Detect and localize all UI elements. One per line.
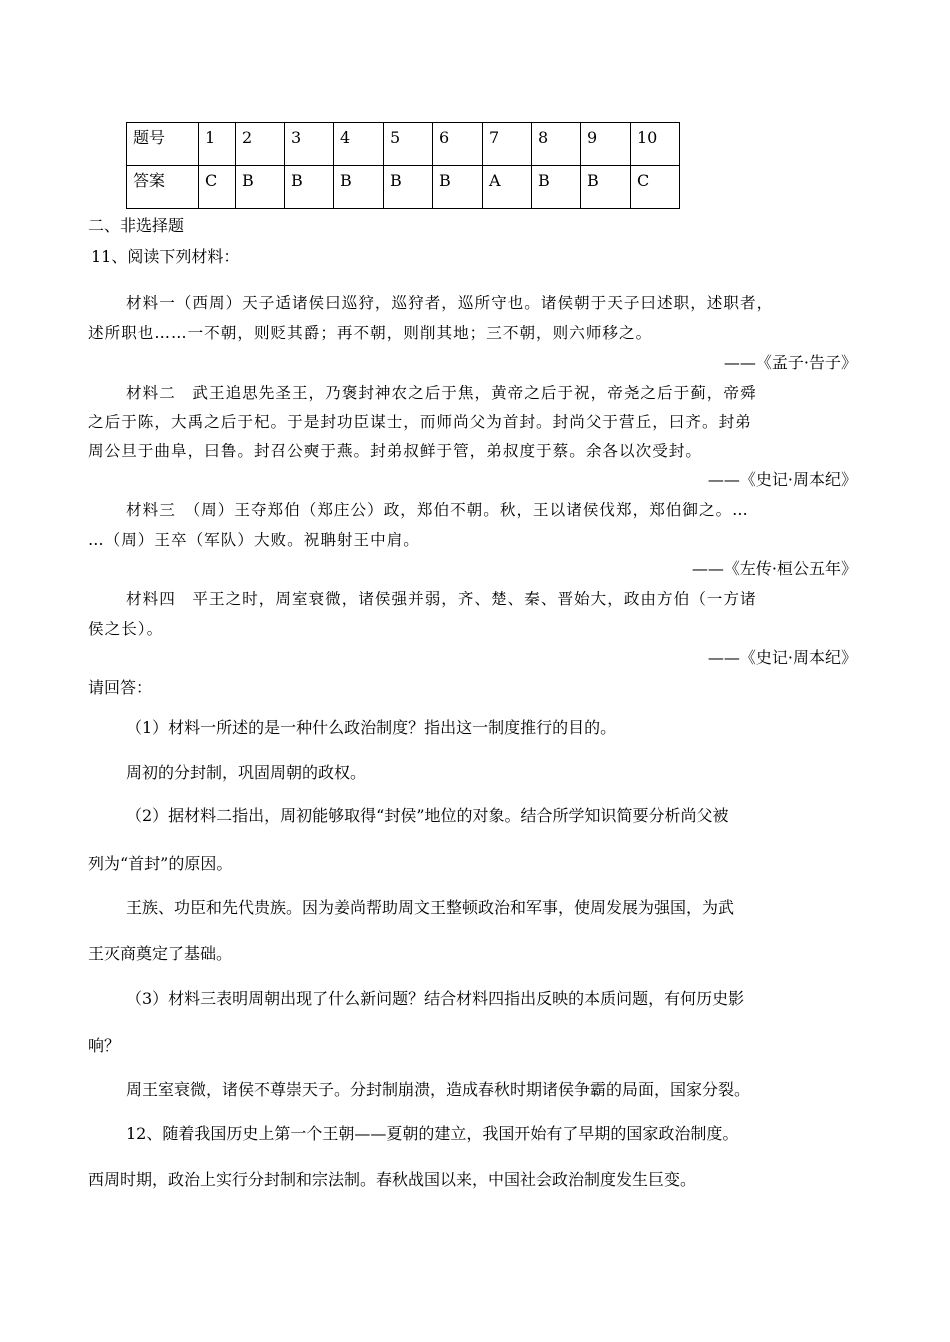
material-4-line-1: 材料四 平王之时，周室衰微，诸侯强并弱，齐、楚、秦、晋始大，政由方伯（一方诸 (126, 590, 757, 608)
material-4-line-2: 侯之长）。 (88, 620, 164, 638)
table-row-numbers (127, 123, 680, 166)
table-cell: 8 (532, 123, 581, 166)
table-cell: 10 (631, 123, 680, 166)
table-cell: 2 (236, 123, 285, 166)
sub-answer-2-line-1: 王族、功臣和先代贵族。因为姜尚帮助周文王整顿政治和军事，使周发展为强国，为武 (126, 898, 735, 917)
question-11-title: 11、阅读下列材料： (91, 247, 240, 266)
material-1-line-2: 述所职也……一不朝，则贬其爵；再不朝，则削其地；三不朝，则六师移之。 (88, 324, 653, 342)
table-cell: 9 (581, 123, 631, 166)
table-cell: C (199, 166, 236, 209)
table-cell: B (532, 166, 581, 209)
table-cell: B (433, 166, 483, 209)
material-2-source: ——《史记·周本纪》 (707, 470, 857, 489)
table-cell: 1 (199, 123, 236, 166)
question-12-line-1: 12、随着我国历史上第一个王朝——夏朝的建立，我国开始有了早期的国家政治制度。 (126, 1124, 739, 1143)
table-cell: 4 (334, 123, 384, 166)
sub-question-3-line-1: （3）材料三表明周朝出现了什么新问题？结合材料四指出反映的本质问题，有何历史影 (126, 989, 745, 1008)
table-cell: B (285, 166, 334, 209)
material-4-source: ——《史记·周本纪》 (707, 648, 857, 667)
table-cell: B (384, 166, 433, 209)
sub-question-2-line-2: 列为“首封”的原因。 (88, 854, 233, 873)
table-cell: B (236, 166, 285, 209)
table-cell: B (581, 166, 631, 209)
table-row-answers (127, 166, 680, 209)
table-cell: B (334, 166, 384, 209)
material-2-line-3: 周公旦于曲阜，曰鲁。封召公奭于燕。封弟叔鲜于管，弟叔度于蔡。余各以次受封。 (88, 442, 702, 460)
sub-question-1: （1）材料一所述的是一种什么政治制度？指出这一制度推行的目的。 (126, 718, 617, 737)
material-3-line-1: 材料三 （周）王夺郑伯（郑庄公）政，郑伯不朝。秋，王以诸侯伐郑，郑伯御之。… (126, 501, 749, 519)
table-cell: 7 (483, 123, 532, 166)
table-header-label: 题号 (127, 123, 199, 166)
sub-answer-2-line-2: 王灭商奠定了基础。 (88, 944, 233, 963)
material-1-source: ——《孟子·告子》 (723, 353, 857, 372)
material-3-source: ——《左传·桓公五年》 (691, 559, 857, 578)
section-title: 二、非选择题 (88, 216, 185, 235)
question-12-line-2: 西周时期，政治上实行分封制和宗法制。春秋战国以来，中国社会政治制度发生巨变。 (88, 1170, 697, 1189)
table-answer-label: 答案 (127, 166, 199, 209)
sub-answer-1: 周初的分封制，巩固周朝的政权。 (126, 763, 367, 782)
answer-table (126, 122, 680, 209)
answer-prompt: 请回答： (88, 678, 153, 697)
table-cell: 3 (285, 123, 334, 166)
sub-question-2-line-1: （2）据材料二指出，周初能够取得“封侯”地位的对象。结合所学知识简要分析尚父被 (126, 806, 729, 825)
material-2-line-1: 材料二 武王追思先圣王，乃褒封神农之后于焦，黄帝之后于祝，帝尧之后于蓟，帝舜 (126, 384, 757, 402)
table-cell: C (631, 166, 680, 209)
table-cell: 5 (384, 123, 433, 166)
material-2-line-2: 之后于陈，大禹之后于杞。于是封功臣谋士，而师尚父为首封。封尚父于营丘，曰齐。封弟 (88, 413, 752, 431)
material-3-line-2: …（周）王卒（军队）大败。祝聃射王中肩。 (88, 531, 420, 549)
table-cell: A (483, 166, 532, 209)
material-1-line-1: 材料一（西周）天子适诸侯曰巡狩，巡狩者，巡所守也。诸侯朝于天子曰述职，述职者， (126, 294, 774, 312)
sub-answer-3: 周王室衰微，诸侯不尊崇天子。分封制崩溃，造成春秋时期诸侯争霸的局面，国家分裂。 (126, 1080, 751, 1099)
sub-question-3-line-2: 响？ (88, 1036, 121, 1055)
table-cell: 6 (433, 123, 483, 166)
